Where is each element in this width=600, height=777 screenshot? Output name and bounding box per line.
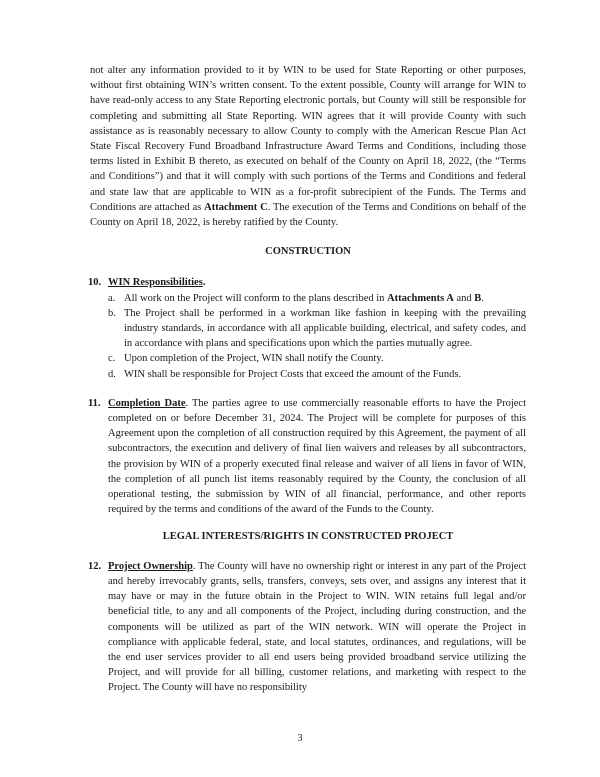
section-12: [90, 559, 526, 696]
section-10-heading: [108, 275, 526, 290]
section-11-title: Completion Date: [108, 397, 186, 409]
list-item-b: [90, 306, 526, 352]
intro-text-1: not alter any information provided to it by WIN to be used for State Reporting or other purposes, without first obtaining WIN’s written consent. To the extent possible, County will arrange for WIN to have read-only access to any State Reporting electronic portals, but County will still be responsible for completing and submitting all State Reporting. WIN agrees that it will provide County with such assistance as is reasonably necessary to allow County to comply with the American Rescue Plan Act State Fiscal Recovery Fund Broadband Infrastructure Award Terms and Conditions, including those terms listed in Exhibit B thereto, as executed on behalf of the County on April 18, 2022, (the “Terms and Conditions”) and that it will comply with such portions of the Terms and Conditions and federal and state law that are applicable to WIN as a for-profit subrecipient of the Funds. The Terms and Conditions are attached as: [90, 65, 526, 213]
section-11: [90, 396, 526, 518]
section-11-text: . The parties agree to use commercially reasonable efforts to have the Project completed on or before December 31, 2024. The Project will be complete for purposes of this Agreement upon the completion of all construction required by this Agreement, the payment of all subcontractors, the execution and delivery of final lien waivers and releases by all subcontractors, the provision by WIN of a properly executed final release and waiver of all liens in favor of WIN, the completion of all punch list items reasonably required by the County, the conclusion of all operational testing, the submission by WIN of all financial, performance, and other reports required by the terms and conditions of the award of the Funds to the County.: [108, 397, 526, 516]
list-item-text: and: [453, 292, 475, 304]
list-letter: a.: [108, 292, 116, 304]
section-10-number: 10.: [88, 277, 102, 289]
list-item-text: The Project shall be performed in a workman like fashion in keeping with the prevailing industry standards, in accordance with all applicable building, electrical, and safety codes, and in accordance with plans and specifications upon which the parties mutually agree.: [124, 307, 526, 350]
section-12-number: 12.: [88, 560, 102, 572]
attachments-a-ref: Attachments A: [387, 292, 454, 304]
intro-text-2: . The execution of the Terms and Conditions on behalf of the County on April 18, 2022, is hereby ratified by the County.: [90, 201, 526, 229]
heading-legal-interests: LEGAL INTERESTS/RIGHTS IN CONSTRUCTED PROJECT: [162, 531, 454, 543]
list-item-d: [90, 367, 526, 382]
page-content: [90, 63, 526, 696]
list-letter: b.: [108, 307, 116, 319]
page-number: 3: [297, 733, 303, 744]
list-item-text: Upon completion of the Project, WIN shall notify the County.: [124, 353, 384, 365]
heading-construction: CONSTRUCTION: [265, 246, 351, 258]
intro-paragraph: [90, 63, 526, 230]
attachment-c-ref: Attachment C: [204, 201, 268, 213]
section-10-list: [90, 291, 526, 382]
section-11-number: 11.: [88, 397, 101, 409]
section-12-text: . The County will have no ownership right or interest in any part of the Project and hereby irrevocably grants, sells, transfers, conveys, sets over, and assigns any interest that it may have or may in the future obtain in the Project to WIN. WIN retains full legal and/or beneficial title, to any and all components of the Project, including during construction, and the components will be utilized as part of the WIN network. WIN will operate the Project in compliance with applicable federal, state, and local statutes, ordinances, and regulations, will be the end user services provider to all end users being provided broadband service utilizing the Project, and will provide for all billing, customer relations, and marketing with respect to the Project. The County will have no responsibility: [108, 560, 527, 694]
list-letter: d.: [108, 368, 116, 380]
section-10-title-period: .: [202, 277, 206, 289]
list-item-c: [90, 351, 526, 366]
list-letter: c.: [108, 353, 116, 365]
section-12-title: Project Ownership: [108, 560, 193, 572]
list-item-text: .: [481, 292, 484, 304]
list-item-text: All work on the Project will conform to the plans described in: [124, 292, 388, 304]
section-10: [90, 275, 526, 381]
attachment-b-ref: B: [474, 292, 482, 304]
section-12-body: [108, 559, 526, 696]
list-item-text: WIN shall be responsible for Project Costs that exceed the amount of the Funds.: [124, 368, 462, 380]
spacer: [90, 382, 526, 396]
section-10-title: WIN Responsibilities: [108, 277, 203, 289]
list-item-a: [90, 291, 526, 306]
section-11-body: [108, 396, 526, 518]
